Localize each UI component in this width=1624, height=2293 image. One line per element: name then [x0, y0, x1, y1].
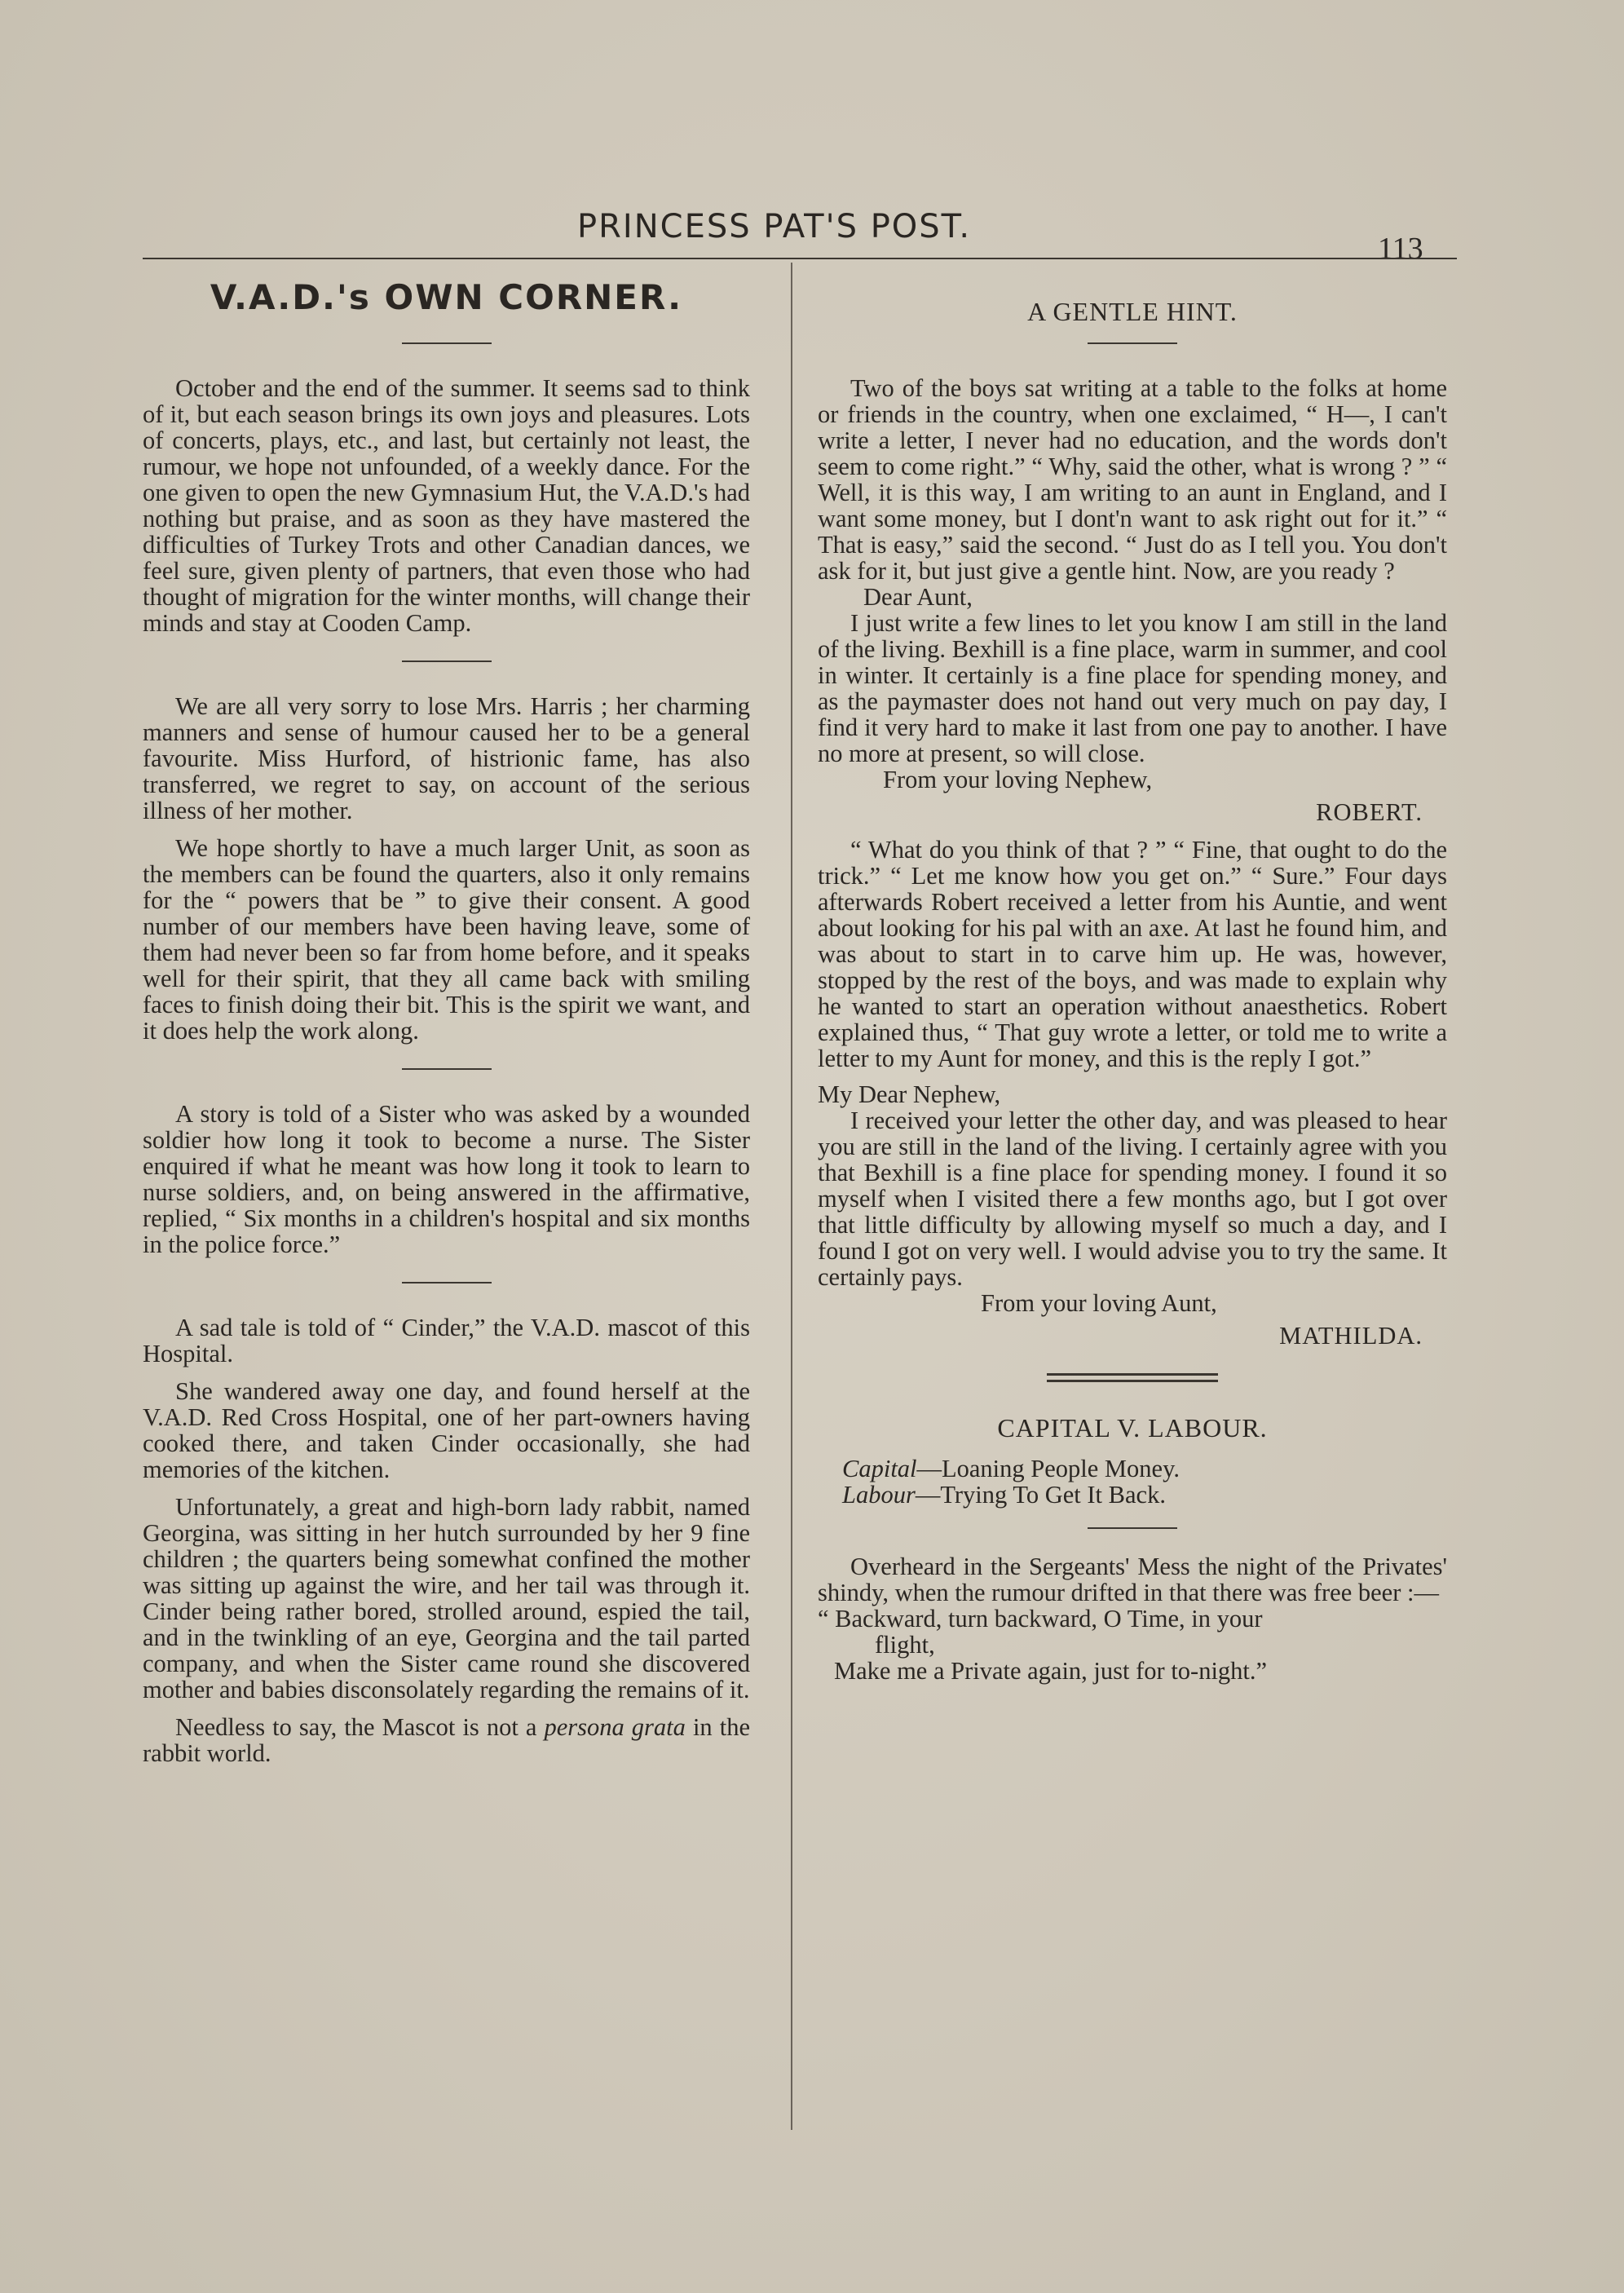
- article-paragraph: We are all very sorry to lose Mrs. Harris ; her charming manners and sense of humour caused her to be a general favourite. Miss Hurford, of histrionic fame, has also transferred, we regret to say, on account of the serious illness of her mother.: [143, 692, 750, 824]
- text-run: Needless to say, the Mascot is not a: [175, 1713, 545, 1741]
- publication-title: PRINCESS PAT'S POST.: [577, 208, 972, 245]
- section-rule: [1088, 1527, 1177, 1529]
- letter-body: I received your letter the other day, and was pleased to hear you are still in the land of the living. I certainly agree with you that Bexhill is a fine place for spending money. I found it so myself when I visited there a few months ago, but I got over that little difficulty by allowing myself so much a day, and I found I got on very well. I would advise you to try the same. It certainly pays.: [818, 1107, 1447, 1291]
- masthead: [0, 208, 1624, 266]
- text-run: in the rabbit world.: [143, 1713, 750, 1767]
- right-column: [818, 269, 1447, 1684]
- article-paragraph: Two of the boys sat writing at a table to the folks at home or friends in the country, when one exclaimed, “ H—, I can't write a letter, I never had no education, and the words don't seem to come right.” “ Why, said the other, what is wrong ? ” “ Well, it is this way, I am writing to an aunt in England, and I want some money, but I dont'n want to ask right out for it.” “ That is easy,” said the second. “ Just do as I tell you. You don't ask for it, but just give a gentle hint. Now, are you ready ?: [818, 374, 1447, 585]
- term: Labour: [842, 1481, 916, 1509]
- section-rule: [402, 342, 492, 344]
- gentle-hint-heading: A GENTLE HINT.: [1027, 297, 1238, 326]
- article-paragraph: “ What do you think of that ? ” “ Fine, that ought to do the trick.” “ Let me know how you get on.” “ Sure.” Four days afterwards Robert received a letter from his Auntie, and went about looking for his pal with an axe. At last he found him, and was about to start in to carve him up. He was, however, stopped by the rest of the boys, and was made to explain why he wanted to start an operation without anaesthetics. Robert explained thus, “ That guy wrote a letter, or told me to write a letter to my Aunt for money, and this is the reply I got.”: [818, 836, 1447, 1072]
- definition: —Trying To Get It Back.: [915, 1481, 1166, 1509]
- definition-capital: [818, 1456, 1447, 1482]
- article-paragraph: October and the end of the summer. It seems sad to think of it, but each season brings its own joys and pleasures. Lots of concerts, plays, etc., and last, but certainly not least, the rumour, we hope not unfounded, of a weekly dance. For the one given to open the new Gymnasium Hut, the V.A.D.'s had nothing but praise, and as soon as they have mastered the difficulties of Turkey Trots and other Canadian dances, we feel sure, given plenty of partners, that even those who had thought of migration for the winter months, will change their minds and stay at Cooden Camp.: [143, 374, 750, 637]
- capital-labour-heading: CAPITAL V. LABOUR.: [997, 1413, 1268, 1443]
- section-rule: [402, 1282, 492, 1283]
- definition: —Loaning People Money.: [916, 1455, 1180, 1482]
- article-paragraph-mascot: [143, 1714, 750, 1766]
- letter-signature: MATHILDA.: [1279, 1322, 1423, 1350]
- letter-body: I just write a few lines to let you know I am still in the land of the living. Bexhill is a fine place, warm in summer, and cool in winter. It certainly is a fine place for spending money, and as the paymaster does not hand out very much on pay day, I find it very hard to make it last from one pay to another. I have no more at present, so will close.: [818, 609, 1447, 767]
- article-paragraph: A story is told of a Sister who was asked by a wounded soldier how long it took to become a nurse. The Sister enquired if what he meant was how long it took to learn to nurse soldiers, and, on being answered in the affirmative, replied, “ Six months in a children's hospital and six months in the police force.”: [143, 1100, 750, 1258]
- article-paragraph: A sad tale is told of “ Cinder,” the V.A.D. mascot of this Hospital.: [143, 1314, 750, 1367]
- section-rule: [402, 661, 492, 662]
- letter-salutation: Dear Aunt,: [863, 583, 973, 611]
- section-rule: [1088, 342, 1177, 344]
- verse-line: Make me a Private again, just for to-night.”: [834, 1657, 1268, 1685]
- letter-salutation: My Dear Nephew,: [818, 1080, 1001, 1108]
- left-column: [143, 269, 750, 1778]
- letter-closing: From your loving Aunt,: [981, 1289, 1217, 1317]
- term: Capital: [842, 1455, 917, 1482]
- italic-phrase: persona grata: [544, 1713, 686, 1741]
- section-rule: [402, 1068, 492, 1070]
- page-number: 113: [1378, 232, 1423, 266]
- verse-line: flight,: [875, 1631, 935, 1659]
- letter-signature: ROBERT.: [1316, 798, 1423, 826]
- article-paragraph: We hope shortly to have a much larger Unit, as soon as the members can be found the quarters, also it only remains for the “ powers that be ” to give their consent. A good number of our members have been having leave, some of them had never been so far from home before, and it speaks well for their spirit, that they all came back with smiling faces to finish doing their bit. This is the spirit we want, and it does help the work along.: [143, 834, 750, 1045]
- verse-line: “ Backward, turn backward, O Time, in your: [818, 1605, 1263, 1632]
- article-paragraph: She wandered away one day, and found herself at the V.A.D. Red Cross Hospital, one of her part-owners having cooked there, and taken Cinder occasionally, she had memories of the kitchen.: [143, 1377, 750, 1483]
- definition-labour: [818, 1482, 1447, 1508]
- article-paragraph: Overheard in the Sergeants' Mess the night of the Privates' shindy, when the rumour drifted in that there was free beer :—: [818, 1553, 1447, 1606]
- column-divider: [791, 263, 792, 2130]
- letter-closing: From your loving Nephew,: [883, 766, 1153, 793]
- vad-corner-heading: V.A.D.'s OWN CORNER.: [210, 277, 683, 317]
- article-paragraph: Unfortunately, a great and high-born lady rabbit, named Georgina, was sitting in her hutch surrounded by her 9 fine children ; the quarters being somewhat confined the mother was sitting up against the wire, and her tail was through it. Cinder being rather bored, strolled around, espied the tail, and in the twinkling of an eye, Georgina and the tail parted company, and when the Sister came round she discovered mother and babies disconsolately regarding the remains of it.: [143, 1493, 750, 1703]
- double-rule: [1047, 1373, 1218, 1382]
- masthead-rule: [143, 258, 1457, 259]
